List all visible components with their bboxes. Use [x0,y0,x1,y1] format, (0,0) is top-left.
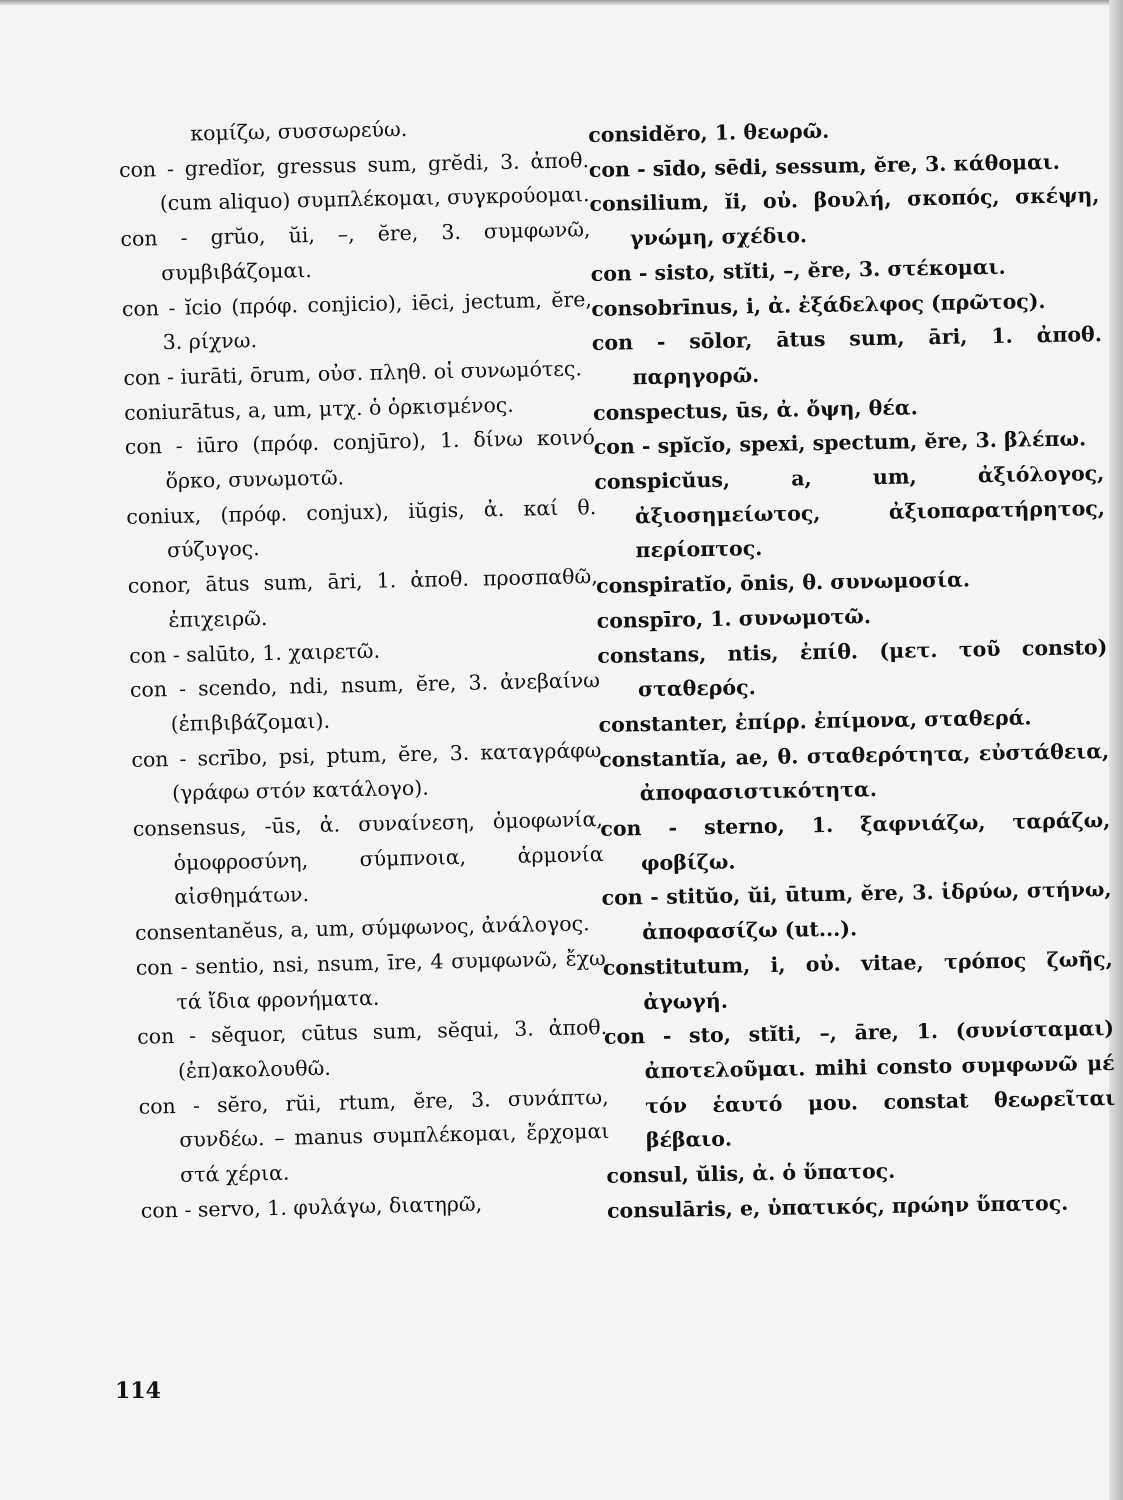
dictionary-entry: constitutum, i, οὐ. vitae, τρόπος ζωῆς, ἀγωγή. [602,946,1113,1014]
left-column [118,108,611,1228]
dictionary-entry: considĕro, 1. θεωρῶ. [588,118,830,147]
dictionary-entry: conspicŭus, a, um, ἀξιόλογος, ἀξιοσημείωτος, ἀξιοπαρατήρητος, περίοπτος. [594,461,1106,563]
dictionary-entry: coniux, (πρόφ. conjux), iŭgis, ἀ. καί θ. σύζυγος. [126,494,597,563]
dictionary-entry: κομίζω, συσσωρεύω. [190,116,408,146]
right-column [588,109,1117,1228]
dictionary-entry: constanter, ἐπίρρ. ἐπίμονα, σταθερά. [598,705,1032,737]
dictionary-entry: con - grŭo, ŭi, –, ĕre, 3. συμφωνῶ, συμβιβάζομαι. [120,217,591,285]
dictionary-entry: coniurātus, a, um, μτχ. ὁ ὁρκισμένος. [123,392,515,425]
page-number: 114 [115,1378,161,1404]
dictionary-entry: con - iurāti, ōrum, οὐσ. πληθ. οἱ συνωμότες. [123,356,583,390]
dictionary-entry: conspiratĭo, ōnis, θ. συνωμοσία. [595,567,971,599]
dictionary-entry: conspīro, 1. συνωμοτῶ. [596,603,872,633]
dictionary-entry: constantĭa, ae, θ. σταθερότητα, εὐστάθεια, ἀποφασιστικότητα. [598,738,1110,806]
dictionary-entry: constans, ntis, ἐπίθ. (μετ. τοῦ consto) σταθερός. [597,634,1108,702]
page-top-edge-shadow [0,0,1123,6]
dictionary-entry: con - sĕro, rŭi, rtum, ĕre, 3. συνάπτω, συνδέω. – manus συμπλέκομαι, ἔρχομαι στά χέρια. [138,1084,610,1188]
dictionary-entry: con - scendo, ndi, nsum, ĕre, 3. ἀνεβαίνω (ἐπιβιβάζομαι). [129,668,601,736]
dictionary-entry: consul, ŭlis, ἀ. ὁ ὕπατος. [606,1158,896,1188]
dictionary-entry: conspectus, ūs, ἀ. ὄψη, θέα. [592,394,918,425]
dictionary-entry: con - ĭcio (πρόφ. conjicio), iēci, jectum, ĕre, 3. ρίχνω. [121,286,593,355]
dictionary-entry: con - scrībo, psi, ptum, ĕre, 3. καταγράφω (γράφω στόν κατάλογο). [131,737,602,806]
dictionary-entry: con - gredĭor, gressus sum, grĕdi, 3. ἀποθ. (cum aliquo) συμπλέκομαι, συγκρούομαι. [118,147,590,216]
dictionary-entry: con - servo, 1. φυλάγω, διατηρῶ, [140,1191,483,1223]
dictionary-entry: con - sterno, 1. ξαφνιάζω, ταράζω, φοβίζω. [600,808,1111,875]
page-right-edge-shadow [1109,0,1123,1500]
dictionary-entry: consensus, -ūs, ἀ. συναίνεση, ὁμοφωνία, ὁμοφροσύνη, σύμπνοια, ἁρμονία αἰσθημάτων. [132,807,604,910]
dictionary-entry: con - sīdo, sēdi, sessum, ĕre, 3. κάθομαι. [588,149,1061,182]
dictionary-entry: con - sĕquor, cūtus sum, sĕqui, 3. ἀποθ. (ἐπ)ακολουθῶ. [137,1015,608,1083]
dictionary-entry: con - spĭcĭo, spexi, spectum, ĕre, 3. βλέπω. [593,426,1087,460]
dictionary-entry: consilium, ĭi, οὐ. βουλή, σκοπός, σκέψη, γνώμη, σχέδιο. [589,183,1100,251]
dictionary-entry: con - stitŭo, ŭi, ūtum, ĕre, 3. ἱδρύω, στήνω, ἀποφασίζω (ut...). [601,877,1112,945]
dictionary-entry: consentanĕus, a, um, σύμφωνος, ἀνάλογος. [134,911,590,945]
dictionary-entry: conor, ātus sum, āri, 1. ἀποθ. προσπαθῶ, ἐπιχειρῶ. [127,564,598,632]
dictionary-entry: consobrīnus, i, ἀ. ἐξάδελφος (πρῶτος). [591,288,1046,321]
dictionary-entry: con - iūro (πρόφ. conjūro), 1. δίνω κοινό ὅρκο, συνωμοτῶ. [124,425,596,494]
dictionary-entry: con - sentio, nsi, nsum, īre, 4 συμφωνῶ, ἔχω τά ἴδια φρονήματα. [135,945,606,1014]
dictionary-entry: con - sto, stĭti, –, āre, 1. (συνίσταμαι) ἀποτελοῦμαι. mihi consto συμφωνῶ μέ τόν ἑαυτό μου. constat θεωρεῖται βέβαιο. [603,1016,1116,1153]
dictionary-entry: con - sōlor, ātus sum, āri, 1. ἀποθ. παρηγορῶ. [591,322,1103,390]
dictionary-entry: consulāris, e, ὑπατικός, πρώην ὕπατος. [606,1190,1069,1223]
dictionary-entry: con - sisto, stĭti, –, ĕre, 3. στέκομαι. [590,254,1006,286]
dictionary-entry: con - salūto, 1. χαιρετῶ. [129,638,381,668]
